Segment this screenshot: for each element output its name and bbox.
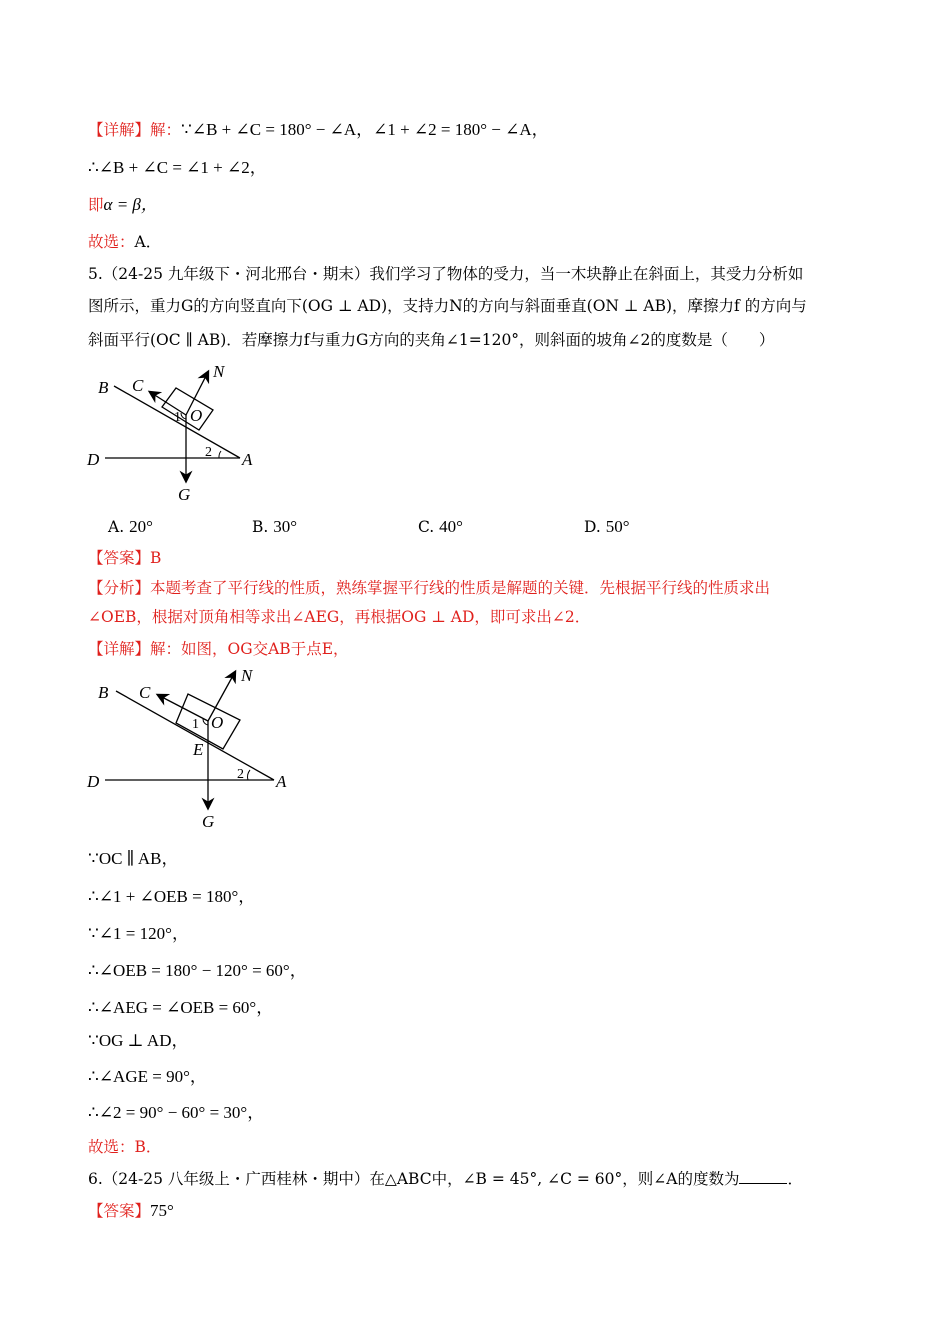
option-d: D. 50° — [584, 517, 630, 536]
option-b: B. 30° — [252, 517, 298, 536]
step-6: ∵OG ⊥ AD， — [88, 1031, 189, 1050]
q5-analysis-line2: ∠OEB，根据对顶角相等求出∠AEG，再根据OG ⊥ AD，即可求出∠2． — [88, 608, 591, 626]
question-source: （24-25 九年级下・河北邢台・期末） — [102, 265, 370, 283]
step-1: ∵OC ∥ AB， — [88, 849, 179, 868]
svg-text:C: C — [132, 376, 144, 395]
prev-solution-line3: 即α = β， — [88, 195, 158, 214]
step-7: ∴∠AGE = 90°， — [88, 1067, 207, 1086]
question-source: （24-25 八年级上・广西桂林・期中） — [102, 1170, 370, 1188]
svg-text:B: B — [98, 378, 109, 397]
q5-text-line3: 斜面平行(OC ∥ AB)．若摩擦力f与重力G方向的夹角∠1=120°，则斜面的坡角∠2的度数是（ ） — [88, 331, 775, 349]
svg-text:G: G — [178, 485, 191, 504]
svg-text:1: 1 — [192, 717, 199, 732]
svg-text:O: O — [190, 406, 203, 425]
prev-solution-line1: 【详解】解：∵∠B + ∠C = 180° − ∠A，∠1 + ∠2 = 180° − ∠A， — [88, 120, 549, 139]
answer-blank — [739, 1169, 787, 1184]
option-a: A. 20° — [108, 517, 153, 536]
question-number: 6. — [88, 1170, 103, 1188]
prev-solution-line2: ∴∠B + ∠C = ∠1 + ∠2， — [88, 158, 267, 177]
q6-text: 6.（24-25 八年级上・广西桂林・期中）在△ABC中，∠B = 45°, ∠C = 60°，则∠A的度数为 ． — [88, 1170, 803, 1188]
solution-label: 【详解】 — [88, 121, 151, 139]
step-4: ∴∠OEB = 180° − 120° = 60°， — [88, 961, 307, 980]
svg-text:A: A — [276, 772, 287, 791]
svg-text:E: E — [193, 740, 204, 759]
q5-figure — [80, 355, 280, 510]
q5-answer: 【答案】B — [88, 549, 162, 567]
q5-solution-figure — [80, 660, 300, 840]
svg-text:2: 2 — [205, 445, 212, 460]
svg-text:C: C — [139, 683, 151, 702]
step-2: ∴∠1 + ∠OEB = 180°， — [88, 887, 256, 906]
q5-analysis-line1: 【分析】本题考查了平行线的性质，熟练掌握平行线的性质是解题的关键．先根据平行线的性质求出 — [88, 579, 771, 597]
q5-text-line2: 图所示，重力G的方向竖直向下(OG ⊥ AD)，支持力N的方向与斜面垂直(ON ⊥ AB)，摩擦力f 的方向与 — [88, 297, 807, 315]
svg-text:N: N — [241, 666, 253, 685]
question-number: 5. — [88, 265, 103, 283]
prev-choice-line: 故选：A． — [88, 233, 162, 251]
svg-text:O: O — [211, 713, 224, 732]
svg-text:D: D — [87, 450, 100, 469]
svg-text:N: N — [213, 362, 225, 381]
svg-text:D: D — [87, 772, 100, 791]
option-c: C. 40° — [418, 517, 463, 536]
svg-text:1: 1 — [174, 410, 181, 425]
svg-text:G: G — [202, 812, 215, 831]
step-3: ∵∠1 = 120°， — [88, 924, 189, 943]
step-5: ∴∠AEG = ∠OEB = 60°， — [88, 998, 274, 1017]
svg-text:2: 2 — [237, 767, 244, 782]
step-8: ∴∠2 = 90° − 60° = 30°， — [88, 1103, 265, 1122]
q5-solution-intro: 【详解】解：如图，OG交AB于点E， — [88, 640, 349, 658]
q6-answer: 【答案】75° — [88, 1201, 174, 1220]
q5-choice: 故选：B． — [88, 1138, 162, 1156]
svg-text:B: B — [98, 683, 109, 702]
svg-text:A: A — [242, 450, 253, 469]
q5-text-line1: 5.（24-25 九年级下・河北邢台・期末）我们学习了物体的受力，当一木块静止在斜面上，其受力分析如 — [88, 265, 804, 283]
